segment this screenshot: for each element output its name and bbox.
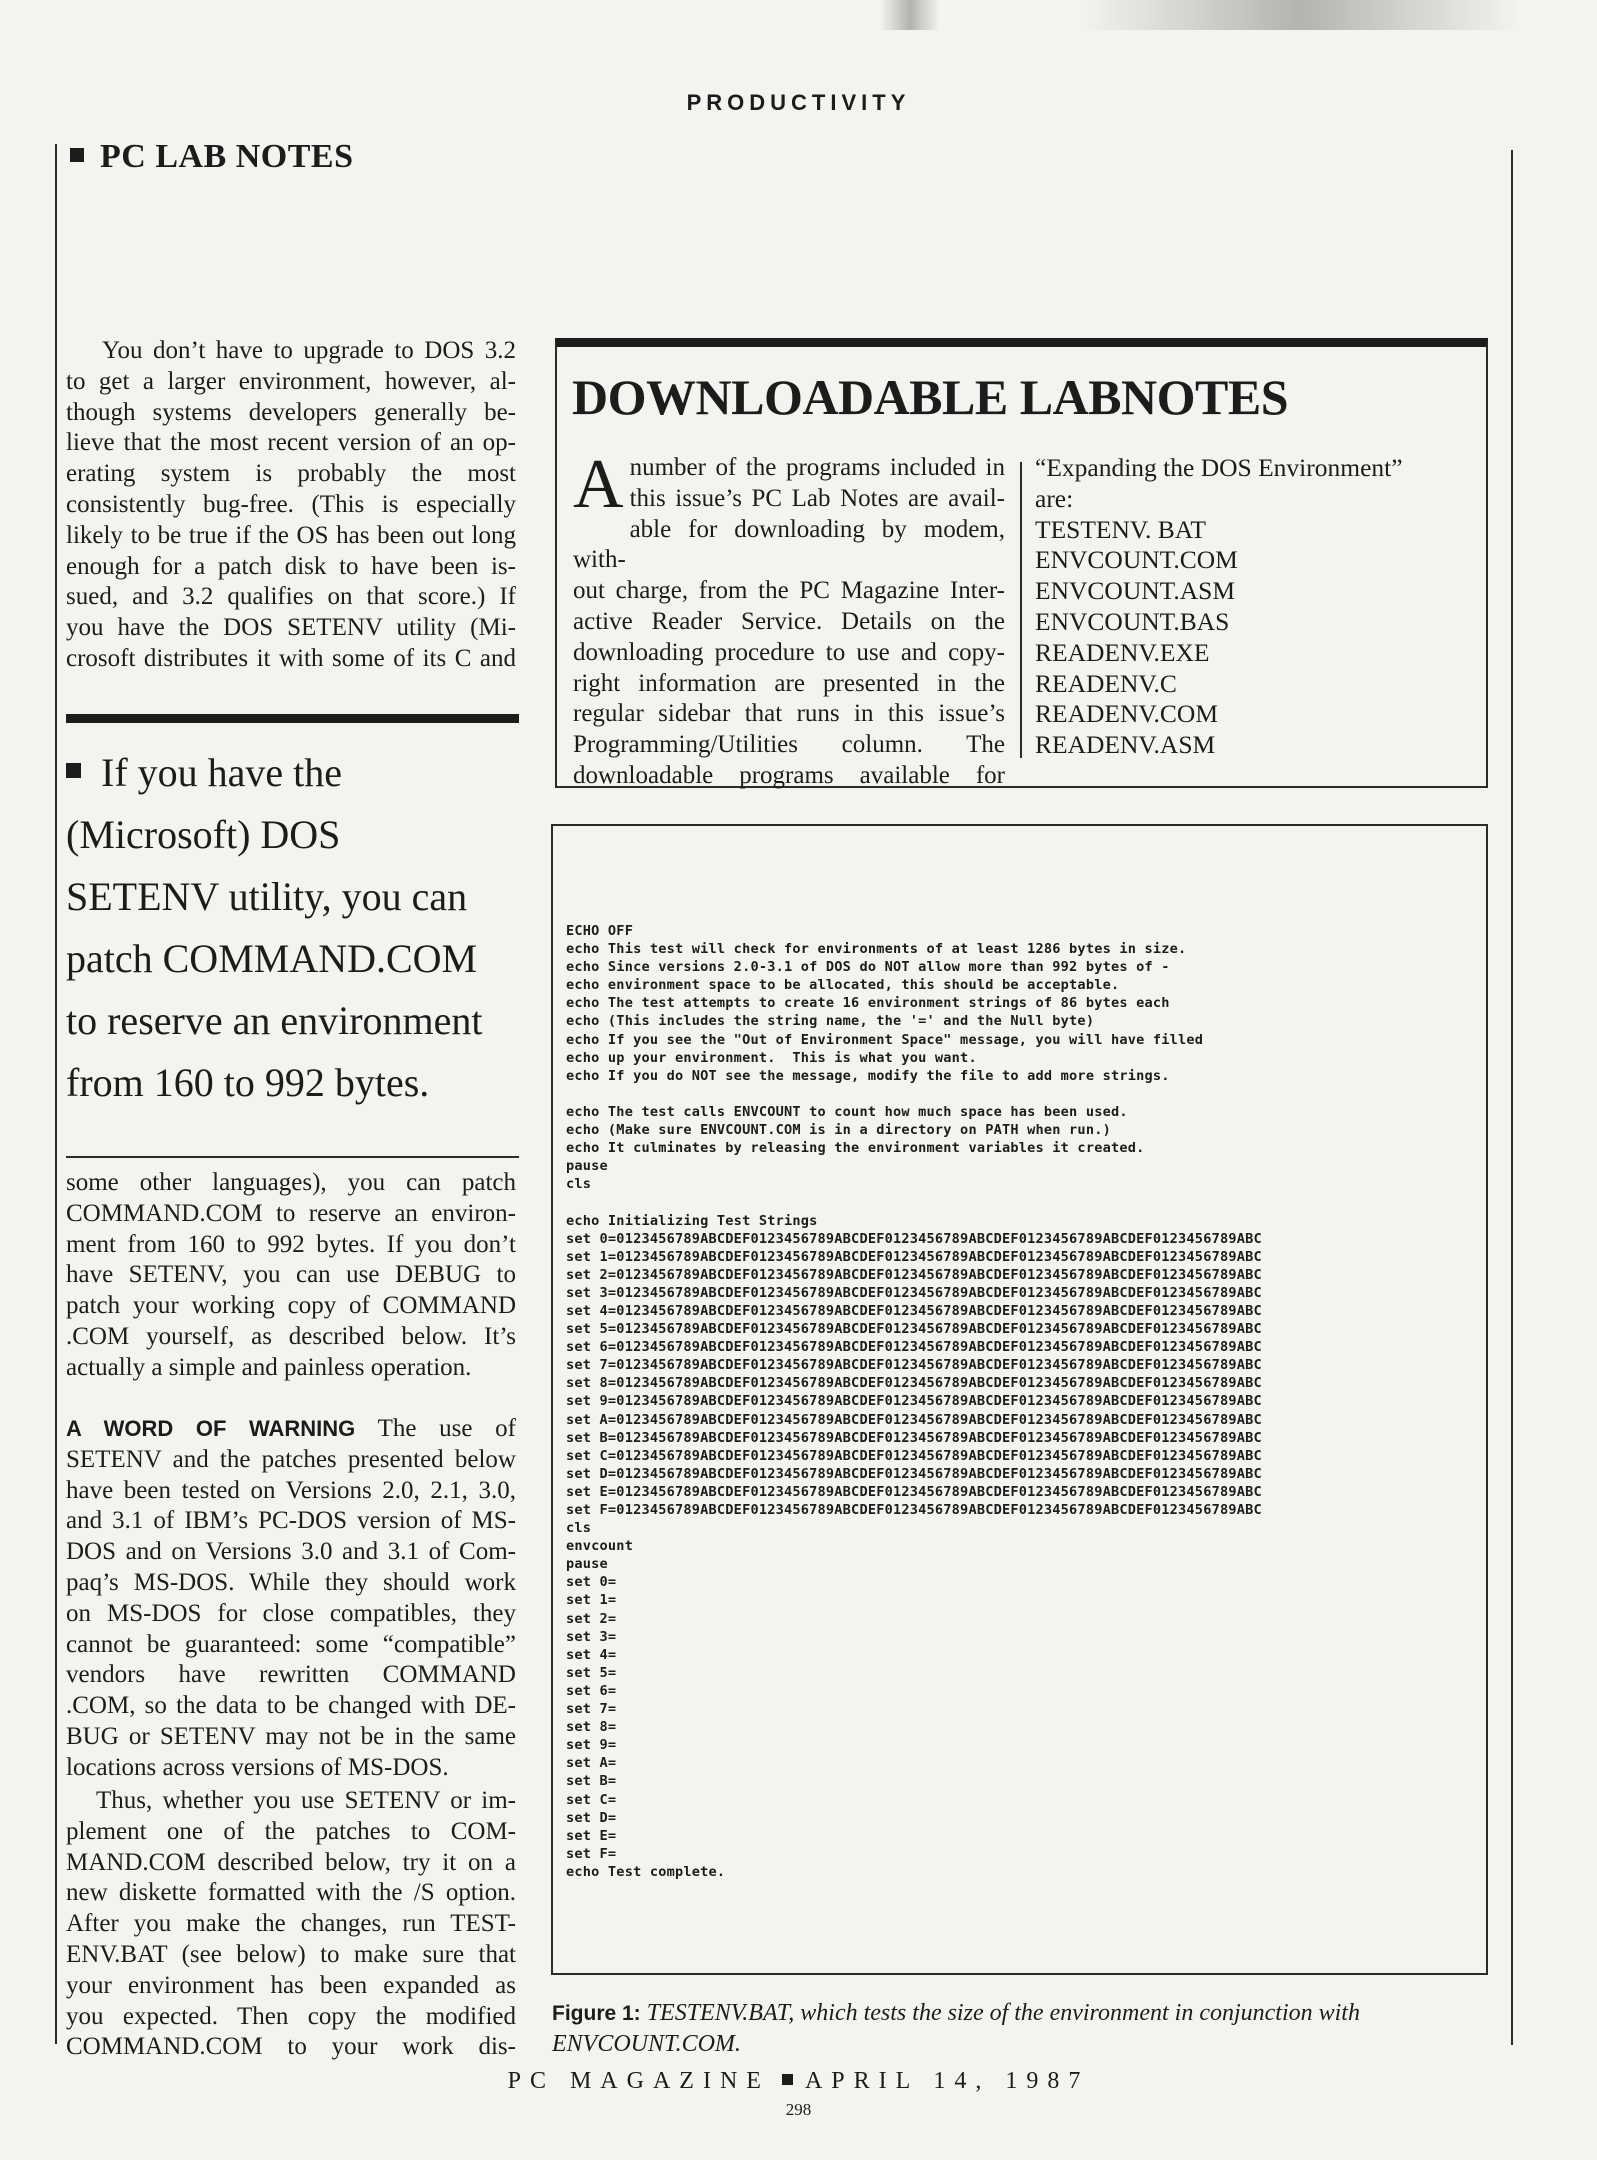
text-line: number of the programs included in (629, 454, 1005, 481)
text-line: able for downloading by modem, with- (573, 515, 1005, 574)
pull-quote-line: to reserve an environment (66, 998, 483, 1043)
text-line: sued, and 3.2 qualifies on that score.) If (66, 583, 516, 611)
text-line: active Reader Service. Details on the (573, 607, 1005, 635)
text-line: this issue’s PC Lab Notes are avail- (629, 484, 1005, 512)
text-line: vendors have rewritten COMMAND (66, 1661, 516, 1689)
text-line: ment from 160 to 992 bytes. If you don’t (66, 1230, 516, 1258)
text-line: out charge, from the PC Magazine Inter- (573, 577, 1005, 605)
file-name: READENV.COM (1035, 699, 1219, 729)
text-line: crosoft distributes it with some of its C and (66, 644, 516, 672)
scan-artifact (1080, 0, 1520, 30)
bullet-square-icon (70, 148, 84, 162)
text-line: consistently bug-free. (This is especially (66, 490, 516, 518)
text-line: BUG or SETENV may not be in the same (66, 1722, 516, 1750)
text-line: right information are presented in the (573, 669, 1005, 697)
code-listing: ECHO OFF echo This test will check for environments of at least 1286 bytes in size. echo Since versions 2.0-3.1 of DOS do NOT allow more than 992 bytes of - echo environment space to be allocated, this should be acceptable. echo The test attempts to create 16 environment strings of 86 bytes each echo (This includes the string name, the '=' and the Null byte) echo If you see the "Out of Environment Space" message, you will have filled echo up your environment. This is what you want. echo If you do NOT see the message, modify the file to add more strings. echo The test calls ENVCOUNT to count how much space has been used. echo (Make sure ENVCOUNT.COM is in a directory on PATH when run.) echo It culminates by releasing the environment variables it created. pause cls echo Initializing Test Strings set 0=0123456789ABCDEF0123456789ABCDEF0123456789ABCDEF0123456789ABCDEF0123456789ABC set 1=0123456789ABCDEF0123456789ABCDEF0123456789ABCDEF0123456789ABCDEF0123456789ABC set 2=0123456789ABCDEF0123456789ABCDEF0123456789ABCDEF0123456789ABCDEF0123456789ABC set 3=0123456789ABCDEF0123456789ABCDEF0123456789ABCDEF0123456789ABCDEF0123456789ABC set 4=0123456789ABCDEF0123456789ABCDEF0123456789ABCDEF0123456789ABCDEF0123456789ABC set 5=0123456789ABCDEF0123456789ABCDEF0123456789ABCDEF0123456789ABCDEF0123456789ABC set 6=0123456789ABCDEF0123456789ABCDEF0123456789ABCDEF0123456789ABCDEF0123456789ABC set 7=0123456789ABCDEF0123456789ABCDEF0123456789ABCDEF0123456789ABCDEF0123456789ABC set 8=0123456789ABCDEF0123456789ABCDEF0123456789ABCDEF0123456789ABCDEF0123456789ABC set 9=0123456789ABCDEF0123456789ABCDEF0123456789ABCDEF0123456789ABCDEF0123456789ABC set A=0123456789ABCDEF0123456789ABCDEF0123456789ABCDEF0123456789ABCDEF0123456789ABC set B=0123456789ABCDEF0123456789ABCDEF0123456789ABCDEF0123456789ABCDEF0123456789ABC set C=0123456789ABCDEF0123456789ABCDEF0123456789ABCDEF0123456789ABCDEF0123456789ABC set D=0123456789ABCDEF0123456789ABCDEF0123456789ABCDEF0123456789ABCDEF0123456789ABC set E=0123456789ABCDEF0123456789ABCDEF0123456789ABCDEF0123456789ABCDEF0123456789ABC set F=0123456789ABCDEF0123456789ABCDEF0123456789ABCDEF0123456789ABCDEF0123456789ABC cls envcount pause set 0= set 1= set 2= set 3= set 4= set 5= set 6= set 7= set 8= set 9= set A= set B= set C= set D= set E= set F= echo Test complete. (566, 923, 1262, 1880)
text-line: After you make the changes, run TEST- (66, 1910, 516, 1938)
sidebar-title: DOWNLOADABLE LABNOTES (572, 369, 1289, 425)
file-name: ENVCOUNT.COM (1035, 545, 1238, 575)
warning-paragraph (66, 1414, 516, 1784)
scan-artifact (880, 0, 940, 30)
text-line: SETENV and the patches presented below (66, 1445, 516, 1473)
column-title: PC LAB NOTES (70, 138, 354, 176)
text-line: You don’t have to upgrade to DOS 3.2 (102, 337, 516, 364)
file-name: READENV.EXE (1035, 637, 1210, 667)
text-line: downloading procedure to use and copy- (573, 638, 1005, 666)
text-line: erating system is probably the most (66, 460, 516, 488)
text-line: to get a larger environment, however, al- (66, 367, 516, 395)
section-header: PRODUCTIVITY (686, 90, 911, 115)
text-line: locations across versions of MS-DOS. (66, 1753, 449, 1781)
text-line: you expected. Then copy the modified (66, 2002, 516, 2030)
file-name: READENV.C (1035, 668, 1177, 698)
issue-date: APRIL 14, 1987 (804, 2068, 1090, 2094)
text-line: cannot be guaranteed: some “compatible” (66, 1630, 516, 1658)
text-line: A WORD OF WARNING The use of (66, 1415, 516, 1442)
text-line: though systems developers generally be- (66, 398, 516, 426)
text-line: on MS-DOS for close compatibles, they (66, 1599, 516, 1627)
sidebar-file-list (1035, 453, 1475, 761)
text-line: are: (1035, 483, 1074, 513)
text-line: likely to be true if the OS has been out long (66, 521, 516, 549)
footer (0, 2068, 1597, 2095)
text-line: patch your working copy of COMMAND (66, 1292, 516, 1320)
text-line: MAND.COM described below, try it on a (66, 1848, 516, 1876)
text-line: have SETENV, you can use DEBUG to (66, 1261, 516, 1289)
pull-quote-line: SETENV utility, you can (66, 874, 468, 919)
pull-quote-bottom-rule (66, 1156, 519, 1158)
figure-label: Figure 1: (552, 2002, 641, 2025)
text-line: COMMAND.COM to reserve an environ- (66, 1199, 516, 1227)
left-margin-rule (55, 144, 57, 2044)
sidebar-left-text (573, 446, 1005, 792)
intro-paragraph (66, 336, 516, 675)
pull-quote (66, 742, 526, 1114)
drop-cap: A (573, 446, 624, 523)
text-line: ENV.BAT (see below) to make sure that (66, 1940, 516, 1968)
figure-caption: Figure 1: TESTENV.BAT, which tests the size of the environment in conjunction with ENVCOUNT.COM. (552, 2000, 1360, 2057)
thus-paragraph (66, 1786, 516, 2063)
file-name: READENV.ASM (1035, 730, 1216, 760)
text-line: actually a simple and painless operation. (66, 1353, 472, 1381)
text-line: Programming/Utilities column. The (573, 731, 1005, 759)
text-line: paq’s MS-DOS. While they should work (66, 1568, 516, 1596)
file-name: ENVCOUNT.ASM (1035, 576, 1235, 606)
file-name: TESTENV. BAT (1035, 514, 1206, 544)
text-line: downloadable programs available for (573, 761, 1005, 789)
text-line: and 3.1 of IBM’s PC-DOS version of MS- (66, 1507, 516, 1535)
sidebar-column-divider (1020, 462, 1022, 758)
text-line: lieve that the most recent version of an op- (66, 429, 516, 457)
pull-quote-line: from 160 to 992 bytes. (66, 1060, 430, 1105)
warning-heading: A WORD OF WARNING (66, 1416, 356, 1441)
pull-quote-line: If you have the (66, 742, 526, 804)
pull-quote-line: patch COMMAND.COM (66, 936, 478, 981)
text-line: DOS and on Versions 3.0 and 3.1 of Com- (66, 1538, 516, 1566)
text-line: your environment has been expanded as (66, 1971, 516, 1999)
text-line: .COM, so the data to be changed with DE- (66, 1692, 516, 1720)
text-line: COMMAND.COM to your work dis- (66, 2033, 516, 2061)
bullet-square-icon (66, 763, 81, 778)
text-line: “Expanding the DOS Environment” (1035, 453, 1403, 482)
continuation-paragraph (66, 1168, 516, 1384)
text-line: plement one of the patches to COM- (66, 1817, 516, 1845)
pull-quote-top-rule (66, 714, 519, 723)
bullet-square-icon (782, 2074, 793, 2085)
text-line: have been tested on Versions 2.0, 2.1, 3.0, (66, 1476, 516, 1504)
right-margin-rule (1511, 150, 1513, 2045)
text-line: new diskette formatted with the /S option. (66, 1879, 516, 1907)
text-line: you have the DOS SETENV utility (Mi- (66, 614, 516, 642)
text-line: regular sidebar that runs in this issue’s (573, 700, 1005, 728)
pull-quote-line: (Microsoft) DOS (66, 812, 341, 857)
text-line: .COM yourself, as described below. It’s (66, 1322, 516, 1350)
text-line: some other languages), you can patch (66, 1169, 516, 1196)
page-number: 298 (785, 2100, 812, 2119)
text-line: enough for a patch disk to have been is- (66, 552, 516, 580)
file-name: ENVCOUNT.BAS (1035, 606, 1230, 636)
text-line: Thus, whether you use SETENV or im- (96, 1787, 516, 1814)
magazine-name: PC MAGAZINE (507, 2068, 770, 2094)
